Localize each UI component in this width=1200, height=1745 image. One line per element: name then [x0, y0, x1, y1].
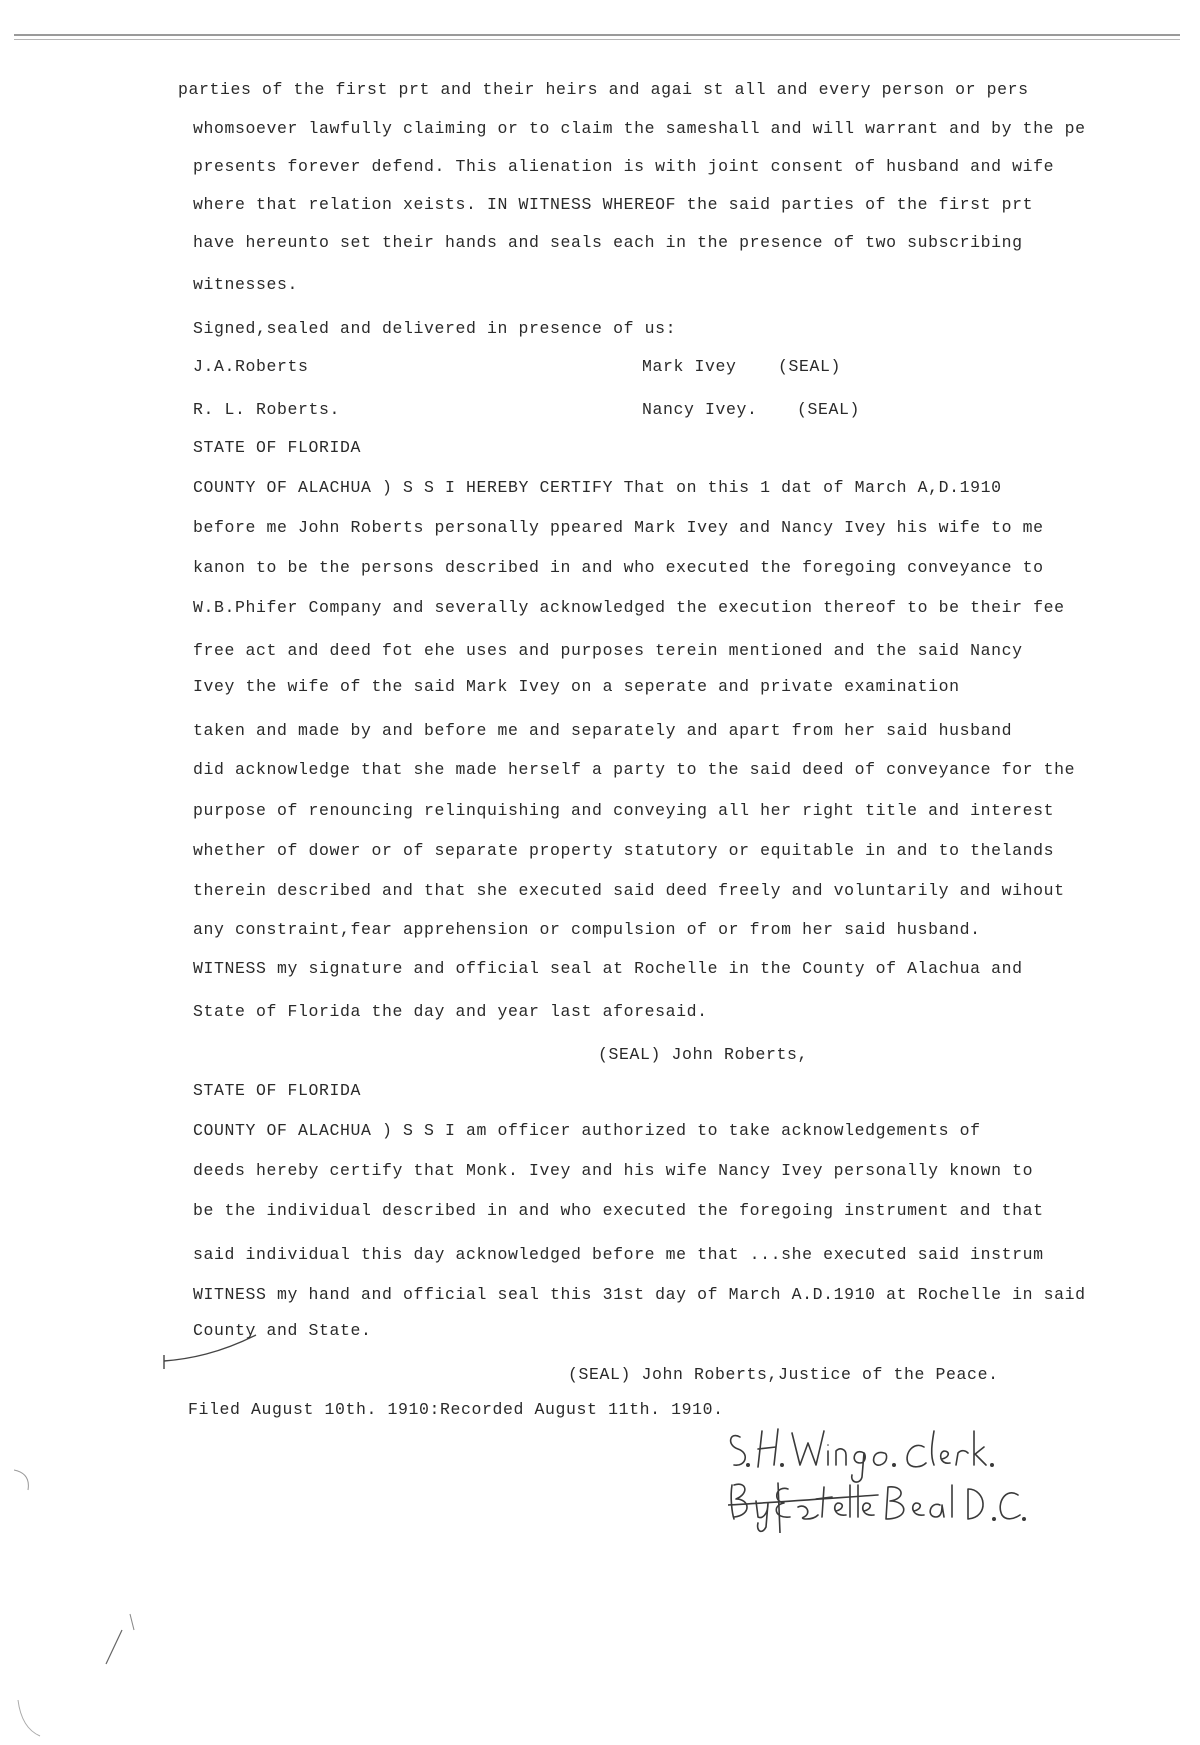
body-line: County and State. — [193, 1321, 372, 1340]
left-edge-mark — [14, 1460, 44, 1740]
body-line: kanon to be the persons described in and who executed the foregoing conveyance to — [193, 558, 1044, 577]
margin-scribble-mark — [100, 1610, 140, 1670]
body-line: free act and deed fot ehe uses and purposes terein mentioned and the said Nancy — [193, 641, 1023, 660]
body-line: Ivey the wife of the said Mark Ivey on a seperate and private examination — [193, 677, 960, 696]
body-line: where that relation xeists. IN WITNESS WHEREOF the said parties of the first prt — [193, 195, 1034, 214]
handwritten-signature-image — [728, 1423, 1028, 1533]
body-line: did acknowledge that she made herself a party to the said deed of conveyance for the — [193, 760, 1076, 779]
clerk-signature — [728, 1423, 1028, 1533]
body-line: WITNESS my hand and official seal this 31st day of March A.D.1910 at Rochelle in said — [193, 1285, 1086, 1304]
body-line: purpose of renouncing relinquishing and conveying all her right title and interest — [193, 801, 1055, 820]
top-border-rule — [14, 34, 1180, 44]
party-1-name: Mark Ivey — [642, 357, 737, 376]
party-1-seal: (SEAL) — [778, 357, 842, 376]
body-line: taken and made by and before me and separately and apart from her said husband — [193, 721, 1013, 740]
body-line: whether of dower or of separate property statutory or equitable in and to thelands — [193, 841, 1055, 860]
body-line: therein described and that she executed said deed freely and voluntarily and wihout — [193, 881, 1065, 900]
body-line: parties of the first prt and their heirs and agai st all and every person or pers — [178, 80, 1029, 99]
body-line: COUNTY OF ALACHUA ) S S I am officer authorized to take acknowledgements of — [193, 1121, 981, 1140]
body-line: have hereunto set their hands and seals each in the presence of two subscribing — [193, 233, 1023, 252]
party-2-seal: (SEAL) — [797, 400, 861, 419]
body-line: be the individual described in and who executed the foregoing instrument and that — [193, 1201, 1044, 1220]
justice-signature-2: (SEAL) John Roberts,Justice of the Peace. — [568, 1365, 999, 1384]
body-line: before me John Roberts personally ppeared Mark Ivey and Nancy Ivey his wife to me — [193, 518, 1044, 537]
body-line: witnesses. — [193, 275, 299, 294]
body-line: any constraint,fear apprehension or compulsion of or from her said husband. — [193, 920, 981, 939]
party-2-name: Nancy Ivey. — [642, 400, 758, 419]
state-heading: STATE OF FLORIDA — [193, 438, 362, 457]
witness-1-name: J.A.Roberts — [193, 357, 309, 376]
execution-clause: Signed,sealed and delivered in presence of us: — [193, 319, 677, 338]
body-line: whomsoever lawfully claiming or to claim the sameshall and will warrant and by the pe — [193, 119, 1086, 138]
filing-record: Filed August 10th. 1910:Recorded August 11th. 1910. — [188, 1400, 724, 1419]
justice-signature-1: (SEAL) John Roberts, — [598, 1045, 809, 1064]
body-line: deeds hereby certify that Monk. Ivey and his wife Nancy Ivey personally known to — [193, 1161, 1034, 1180]
body-line: W.B.Phifer Company and severally acknowledged the execution thereof to be their fee — [193, 598, 1065, 617]
witness-2-name: R. L. Roberts. — [193, 400, 341, 419]
state-heading: STATE OF FLORIDA — [193, 1081, 362, 1100]
pen-stroke-mark — [160, 1325, 280, 1385]
body-line: State of Florida the day and year last aforesaid. — [193, 1002, 708, 1021]
body-line: said individual this day acknowledged before me that ...she executed said instrum — [193, 1245, 1044, 1264]
body-line: presents forever defend. This alienation is with joint consent of husband and wife — [193, 157, 1055, 176]
body-line: COUNTY OF ALACHUA ) S S I HEREBY CERTIFY That on this 1 dat of March A,D.1910 — [193, 478, 1002, 497]
body-line: WITNESS my signature and official seal at Rochelle in the County of Alachua and — [193, 959, 1023, 978]
